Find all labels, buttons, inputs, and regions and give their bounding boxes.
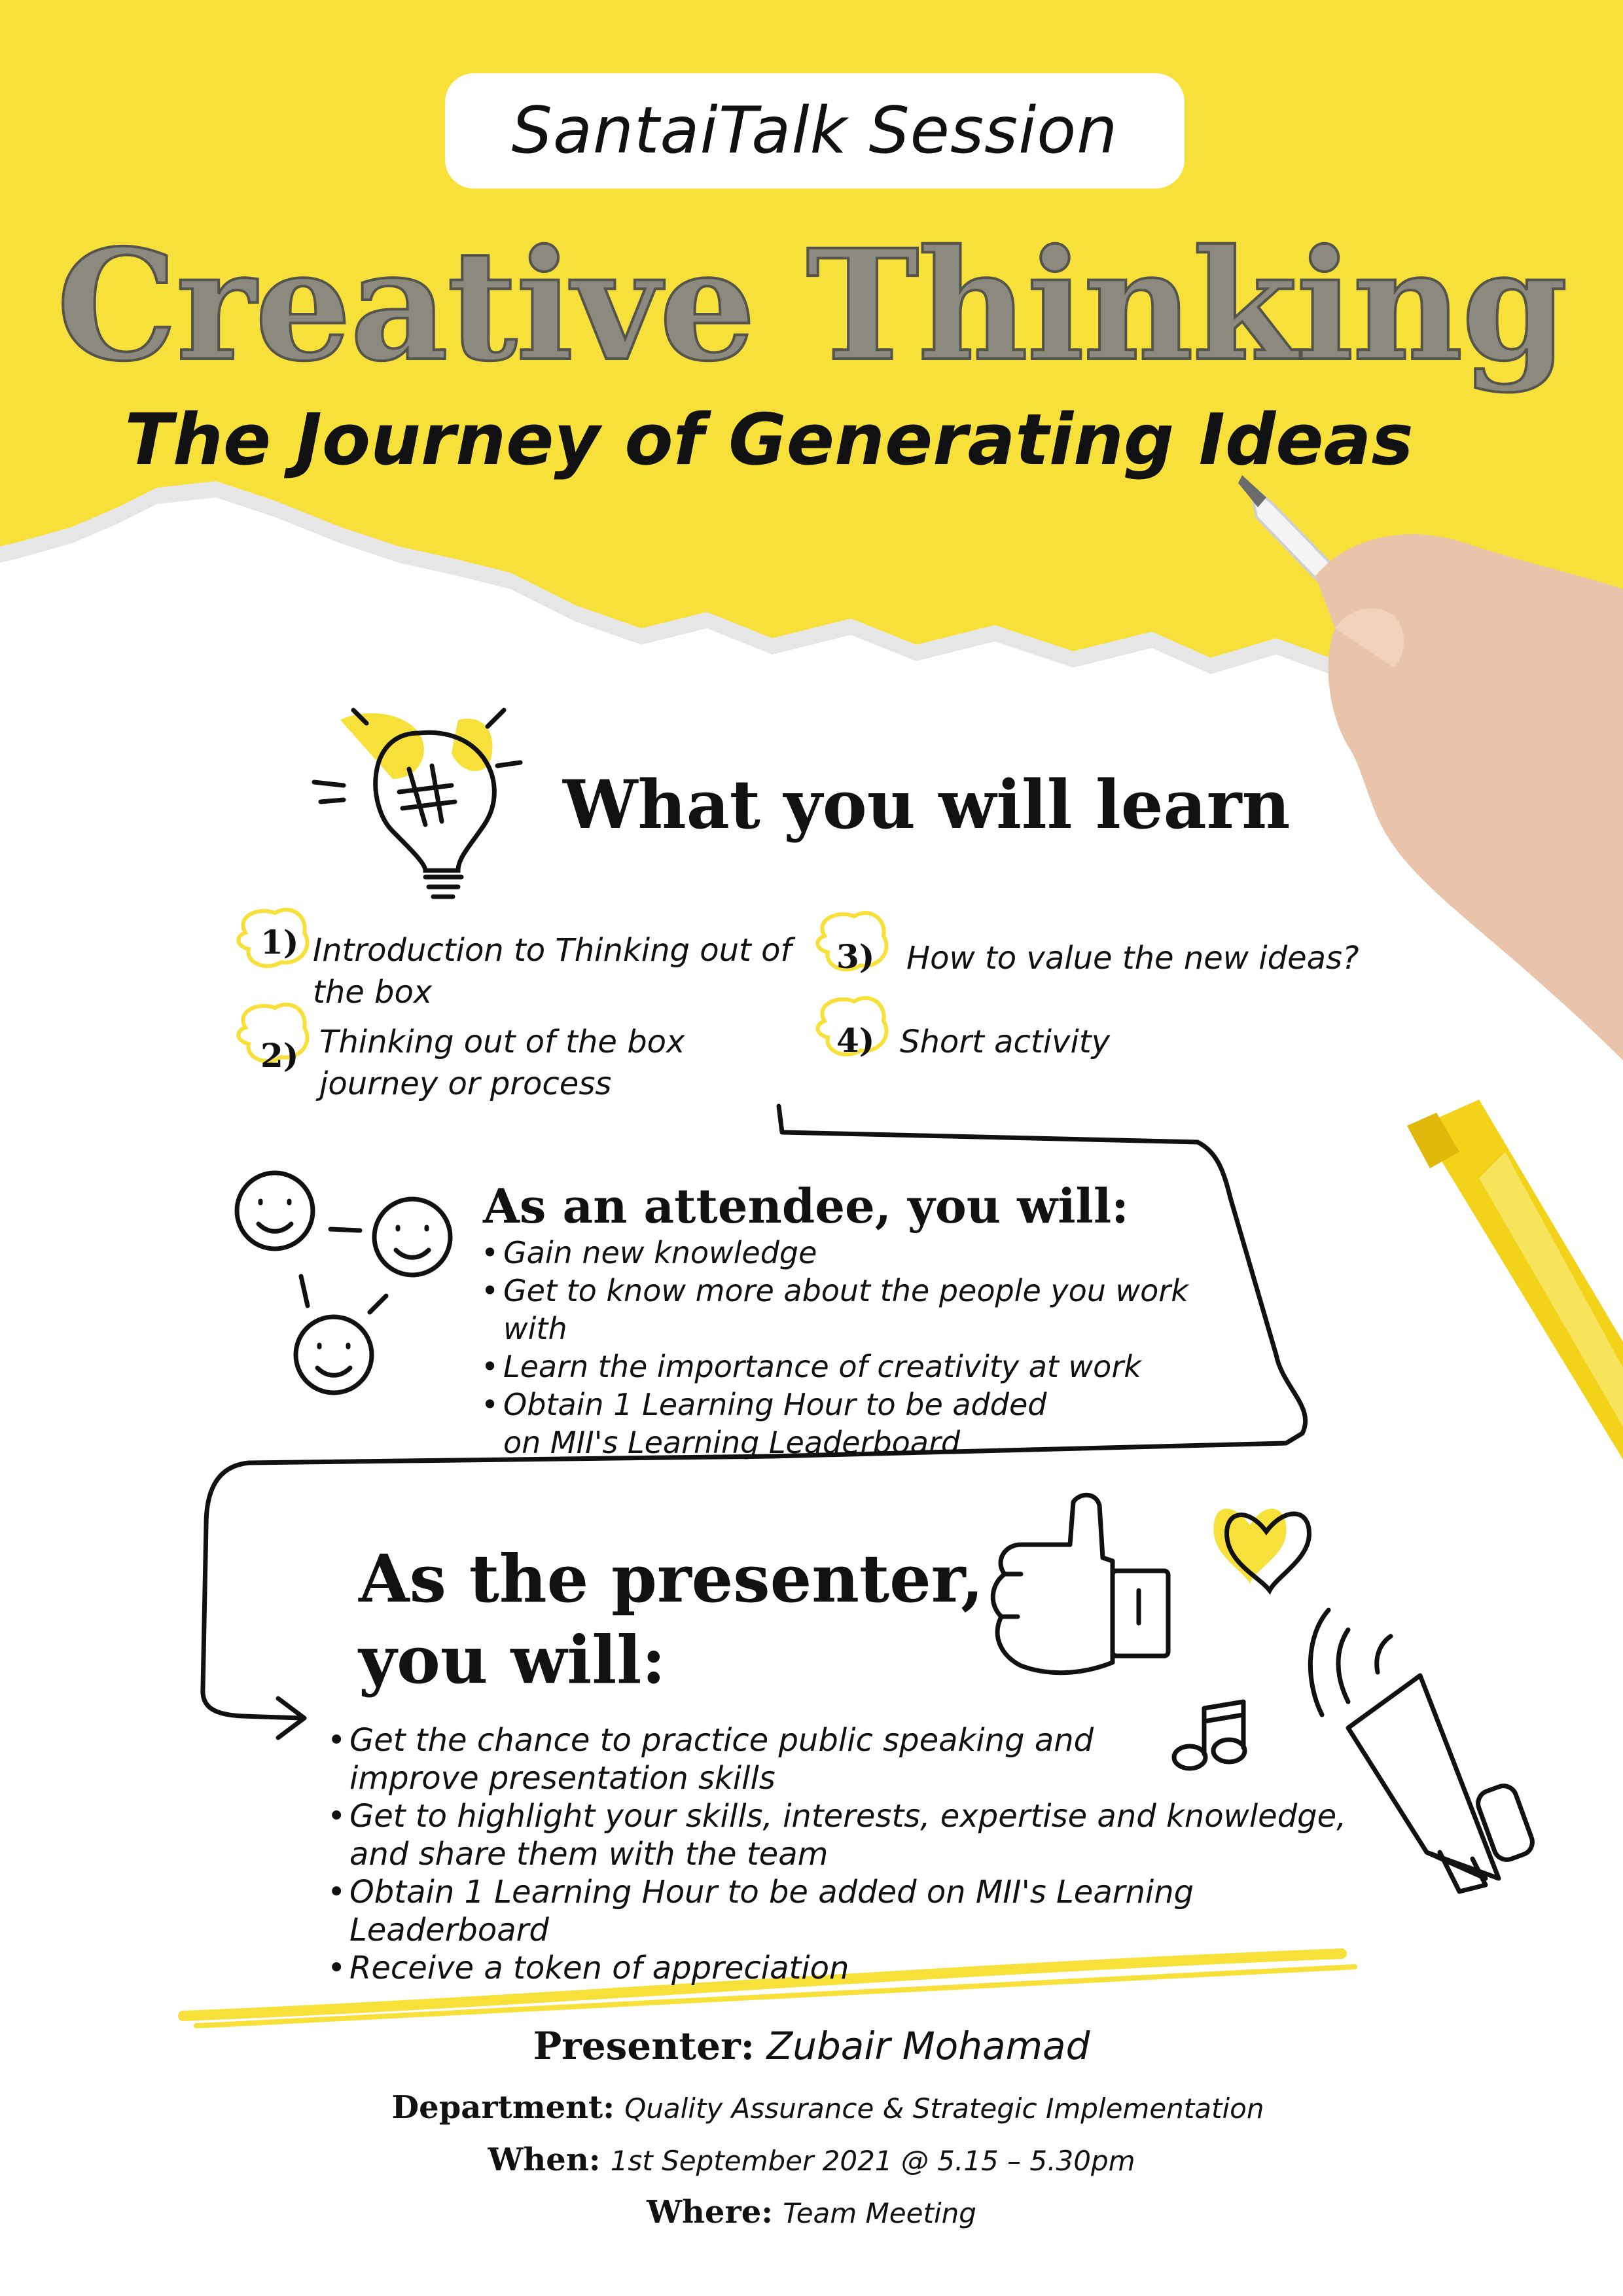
main-title: Creative Thinking	[56, 216, 1567, 395]
learn-heading: What you will learn	[563, 766, 1291, 844]
subtitle: The Journey of Generating Ideas	[124, 399, 1414, 481]
learn-item-2-number: 2)	[260, 1036, 299, 1075]
where-value: Team Meeting	[783, 2197, 976, 2229]
presenter-name: Zubair Mohamad	[766, 2024, 1090, 2068]
presenter-heading-line-1: As the presenter,	[359, 1540, 984, 1617]
attendee-benefit: • Get to know more about the people you work with	[481, 1272, 1221, 1348]
attendee-benefit: • Gain new knowledge	[481, 1234, 1221, 1272]
when-info-row	[0, 2142, 1623, 2178]
presenter-benefits-list	[327, 1721, 1400, 1987]
yellow-marker-image	[1407, 1100, 1623, 1460]
learn-item-3-number: 3)	[836, 937, 875, 976]
presenter-benefit: • Get to highlight your skills, interests, expertise and knowledge, and share them with the team	[327, 1797, 1400, 1873]
heart-icon	[1213, 1509, 1309, 1590]
people-network-icon	[237, 1173, 450, 1393]
department-info-row	[0, 2089, 1623, 2126]
presenter-benefit: • Get the chance to practice public speaking and improve presentation skills	[327, 1721, 1161, 1797]
where-info-row	[0, 2194, 1623, 2231]
thumbs-up-icon	[993, 1495, 1168, 1672]
presenter-benefit: • Obtain 1 Learning Hour to be added on MII's Learning Leaderboard	[327, 1873, 1400, 1949]
department-label: Department:	[391, 2089, 615, 2126]
when-value: 1st September 2021 @ 5.15 – 5.30pm	[610, 2145, 1135, 2177]
learn-item-3-text: How to value the new ideas?	[906, 940, 1359, 977]
attendee-benefit: • Learn the importance of creativity at work	[481, 1348, 1221, 1386]
attendee-benefit: • Obtain 1 Learning Hour to be added on MII's Learning Leaderboard	[481, 1386, 1066, 1462]
learn-item-4-text: Short activity	[900, 1024, 1110, 1060]
attendee-benefits-list	[481, 1234, 1221, 1462]
presenter-heading-line-2: you will:	[359, 1621, 666, 1698]
learn-item-1-number: 1)	[260, 923, 299, 961]
learn-item-2-text: Thinking out of the box journey or process	[319, 1024, 685, 1102]
attendee-heading: As an attendee, you will:	[483, 1178, 1129, 1234]
learn-item-4-number: 4)	[836, 1021, 875, 1060]
where-label: Where:	[647, 2194, 773, 2231]
lightbulb-icon	[314, 710, 520, 897]
learn-item-1-text: Introduction to Thinking out of the box	[313, 932, 792, 1011]
when-label: When:	[488, 2142, 601, 2178]
presenter-heading	[359, 1538, 984, 1700]
presenter-benefit: • Receive a token of appreciation	[327, 1949, 1400, 1987]
presenter-info-row	[0, 2024, 1623, 2068]
presenter-label: Presenter:	[533, 2024, 755, 2068]
department-name: Quality Assurance & Strategic Implementation	[624, 2092, 1264, 2125]
session-label: SantaiTalk Session	[445, 73, 1185, 188]
